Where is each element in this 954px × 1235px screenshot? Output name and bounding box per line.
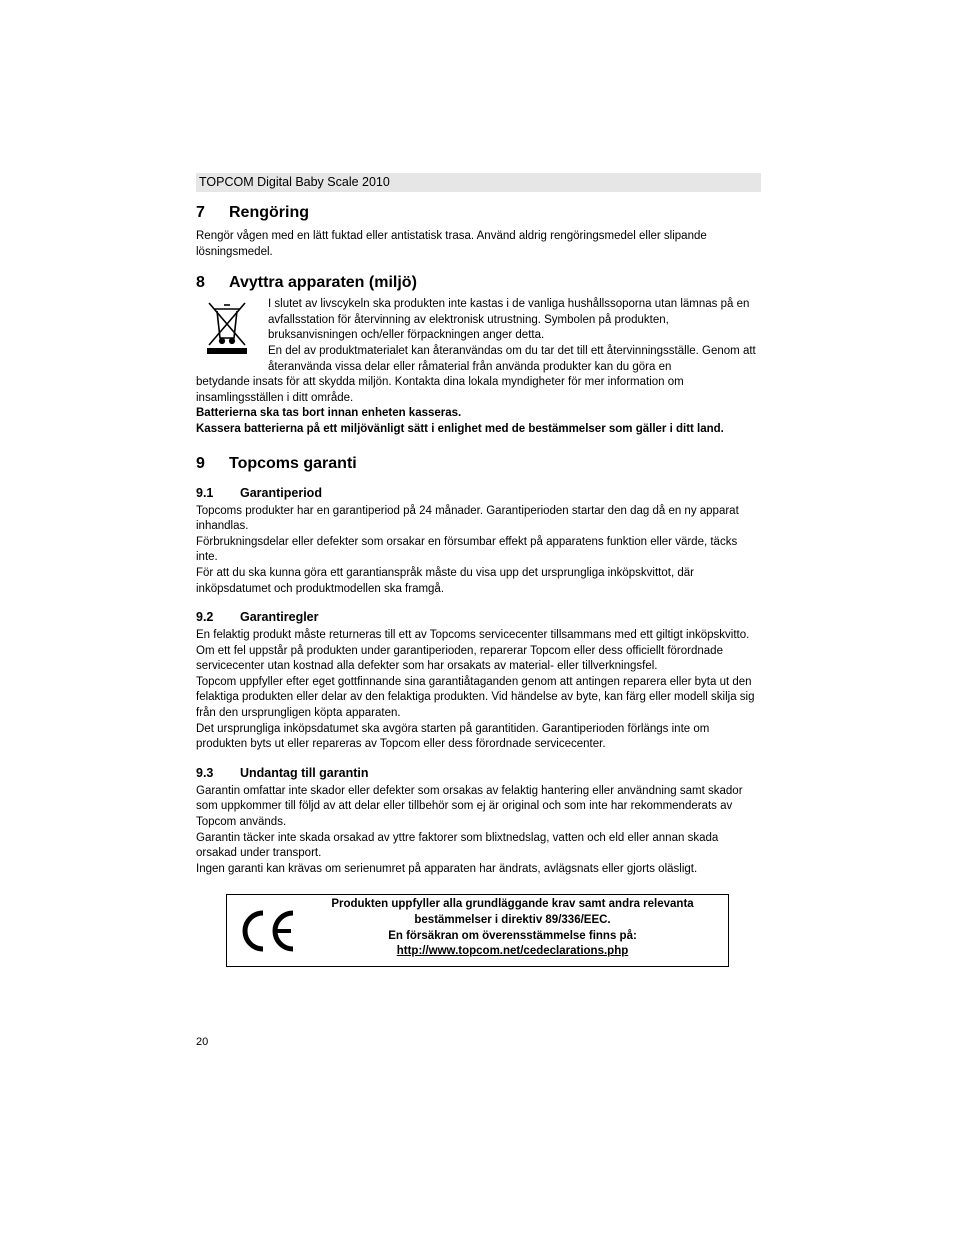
section-number: 9 — [196, 454, 205, 472]
subsection-title: Garantiperiod — [240, 485, 322, 500]
paragraph: Förbrukningsdelar eller defekter som orsakar en försumbar effekt på apparatens funktion eller värde, täcks inte. — [196, 535, 738, 564]
section-9-heading — [196, 454, 761, 474]
weee-block — [196, 297, 761, 375]
ce-declarations-link[interactable]: http://www.topcom.net/cedeclarations.php — [396, 945, 629, 958]
ce-line: bestämmelser i direktiv 89/336/EEC. — [414, 914, 611, 926]
battery-warning: Batterierna ska tas bort innan enheten kasseras. — [196, 407, 462, 420]
paragraph: Rengör vågen med en lätt fuktad eller antistatisk trasa. Använd aldrig rengöringsmedel eller slipande lösningsmedel. — [196, 230, 707, 258]
running-header: TOPCOM Digital Baby Scale 2010 — [196, 173, 761, 192]
ce-block-wrapper — [196, 894, 761, 984]
subsection-number: 9.2 — [196, 610, 214, 625]
section-number: 8 — [196, 274, 205, 292]
paragraph: Garantin omfattar inte skador eller defekter som orsakas av felaktig hantering eller användning samt skador som uppkommer till följd av att delar eller tillbehör som ej är original och som inte har rekommenderats av Topcom används. — [196, 784, 743, 829]
paragraph: Garantin täcker inte skada orsakad av yttre faktorer som blixtnedslag, vatten och eld eller annan skada orsakad under transport. — [196, 831, 719, 860]
paragraph: Ingen garanti kan krävas om serienumret på apparaten har ändrats, avlägsnats eller gjorts oläsligt. — [196, 862, 698, 875]
subsection-9-2-heading — [196, 609, 761, 625]
ce-line: Produkten uppfyller alla grundläggande krav samt andra relevanta — [331, 898, 694, 911]
page-content — [196, 173, 761, 984]
section-number: 7 — [196, 204, 205, 221]
section-title: Topcoms garanti — [229, 454, 357, 472]
page-number: 20 — [196, 1036, 209, 1048]
paragraph: betydande insats för att skydda miljön. Kontakta dina lokala myndigheter för mer information om insamlingsställen i ditt område. — [196, 376, 684, 404]
subsection-number: 9.1 — [196, 485, 214, 500]
section-title: Rengöring — [229, 204, 309, 221]
paragraph: En felaktig produkt måste returneras till ett av Topcoms servicecenter tillsammans med ett giltigt inköpskvitto. — [196, 629, 750, 642]
section-title: Avyttra apparaten (miljö) — [229, 274, 417, 292]
subsection-title: Undantag till garantin — [240, 765, 369, 780]
subsection-9-1-heading — [196, 485, 761, 501]
paragraph: En del av produktmaterialet kan återanvändas om du tar det till ett återvinningsställe. Genom att återanvända vissa delar eller råmaterial från använda produkter kan du göra en — [268, 344, 756, 373]
weee-bin-icon — [206, 301, 248, 355]
ce-declaration-box — [226, 894, 729, 967]
ce-line: En försäkran om överensstämmelse finns på: — [388, 929, 637, 942]
paragraph: Om ett fel uppstår på produkten under garantiperioden, reparerar Topcom eller dess officiellt förordnade servicecenter utan kostnad alla defekter som har orsakats av material- eller tillverkningsfel. — [196, 644, 723, 673]
paragraph: Topcom uppfyller efter eget gottfinnande sina garantiåtaganden genom att antingen reparera eller byta ut den felaktiga produkten eller delar av den felaktiga produkten. Vid händelse av byte, kan färg eller modell skilja sig från den ursprungligen köpta apparaten. — [196, 675, 755, 720]
subsection-title: Garantiregler — [240, 610, 319, 625]
section-8-heading — [196, 273, 761, 293]
subsection-9-3-heading — [196, 765, 761, 781]
paragraph: För att du ska kunna göra ett garantianspråk måste du visa upp det ursprungliga inköpskvittot, där inköpsdatumet och produktmodellen ska framgå. — [196, 566, 694, 595]
battery-disposal: Kassera batterierna på ett miljövänligt sätt i enlighet med de bestämmelser som gäller i ditt land. — [196, 422, 724, 435]
paragraph: Det ursprungliga inköpsdatumet ska avgöra starten på garantitiden. Garantiperioden förlängs inte om produkten byts ut eller repareras av Topcom eller dess förordnade servicecenter. — [196, 722, 710, 751]
subsection-number: 9.3 — [196, 765, 214, 780]
paragraph: I slutet av livscykeln ska produkten inte kastas i de vanliga hushållssoporna utan lämnas på en avfallsstation för återvinning av elektronisk utrustning. Symbolen på produkten, bruksanvisningen och/eller förpackningen anger detta. — [268, 298, 750, 342]
ce-declaration-text — [297, 897, 728, 959]
ce-mark-icon — [237, 909, 297, 953]
section-7-heading — [196, 203, 761, 223]
paragraph: Topcoms produkter har en garantiperiod på 24 månader. Garantiperioden startar den dag då en ny apparat inhandlas. — [196, 504, 739, 533]
